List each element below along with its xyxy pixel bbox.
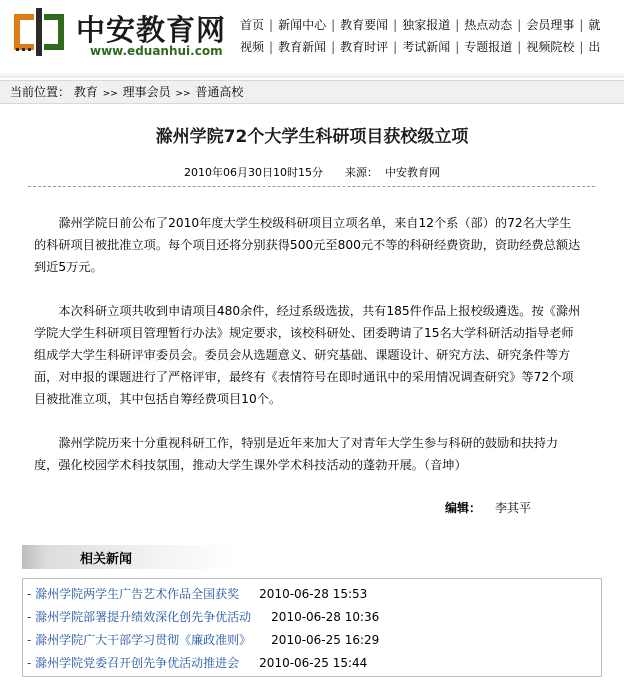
header-divider	[0, 72, 624, 78]
related-news-link[interactable]: - 滁州学院两学生广告艺术作品全国获奖	[27, 587, 240, 601]
list-item	[27, 631, 379, 648]
related-news-header	[22, 545, 242, 569]
nav-separator: |	[455, 40, 460, 54]
logo-text: 中安教育网	[76, 13, 227, 47]
nav-separator: |	[455, 18, 460, 32]
list-item	[27, 585, 367, 602]
article-title: 滁州学院72个大学生科研项目获校级立项	[155, 127, 469, 147]
article-source: 中安教育网	[384, 166, 440, 179]
article-meta	[0, 164, 624, 180]
nav-item-hot-topics[interactable]: 热点动态	[464, 18, 513, 32]
nav-item-abroad[interactable]: 出	[588, 40, 601, 54]
article-paragraph: 本次科研立项共收到申请项目480余件，经过系级选拔，共有185件作品上报校级遴选。按《滁州学院大学生科研项目管理暂行办法》规定要求，该校科研处、团委聘请了15名大学科研活动指导老师组成学大学生科研评审委员会。委员会从选题意义、研究基础、课题设计、研究方法、研究条件等方面，对申报的课题进行了严格评审，最终有《表情符号在即时通讯中的采用情况调查研究》等72个项目被批准立项，其中包括自筹经费项目10个。	[34, 304, 581, 406]
nav-separator: |	[517, 40, 522, 54]
nav-item-home[interactable]: 首页	[240, 18, 265, 32]
related-news-date: 2010-06-25 15:44	[259, 656, 368, 670]
editor-label: 编辑：	[445, 501, 482, 515]
nav-separator: |	[393, 40, 398, 54]
breadcrumb	[0, 80, 624, 104]
article-paragraph: 滁州学院历来十分重视科研工作，特别是近年来加大了对青年大学生参与科研的鼓励和扶持力度，强化校园学术科技氛围，推动大学生课外学术科技活动的蓬勃开展。（音坤）	[34, 436, 559, 472]
nav-separator: |	[269, 40, 274, 54]
nav-separator: |	[393, 18, 398, 32]
nav-separator: |	[269, 18, 274, 32]
related-news-list	[22, 578, 602, 677]
site-header	[0, 0, 624, 72]
article-body	[34, 212, 582, 498]
nav-item-special-reports[interactable]: 专题报道	[464, 40, 513, 54]
breadcrumb-arrow-icon: >>	[102, 89, 118, 99]
nav-separator: |	[331, 40, 336, 54]
nav-item-exam-news[interactable]: 考试新闻	[402, 40, 451, 54]
main-nav-row-2	[240, 38, 624, 55]
breadcrumb-item-education[interactable]: 教育	[73, 85, 98, 99]
nav-item-commentary[interactable]: 教育时评	[340, 40, 389, 54]
article-date: 2010年06月30日10时15分	[184, 166, 323, 179]
nav-item-news-center[interactable]: 新闻中心	[278, 18, 327, 32]
related-news-link[interactable]: - 滁州学院党委召开创先争优活动推进会	[27, 656, 240, 670]
article-editor	[445, 499, 531, 516]
related-news-title: 相关新闻	[80, 552, 133, 567]
related-news-date: 2010-06-28 15:53	[259, 587, 368, 601]
nav-separator: |	[331, 18, 336, 32]
list-item	[27, 608, 379, 625]
nav-item-video-schools[interactable]: 视频院校	[526, 40, 575, 54]
related-news-date: 2010-06-25 16:29	[271, 633, 380, 647]
nav-item-video[interactable]: 视频	[240, 40, 265, 54]
nav-separator: |	[579, 18, 584, 32]
site-logo[interactable]	[14, 6, 229, 64]
breadcrumb-item-universities[interactable]: 普通高校	[195, 85, 244, 99]
title-divider	[28, 186, 595, 187]
editor-name: 李其平	[495, 501, 532, 515]
article-source-label: 来源：	[344, 166, 378, 179]
logo-url: www.eduanhui.com	[90, 44, 223, 58]
nav-separator: |	[517, 18, 522, 32]
logo-mark-icon	[14, 8, 66, 56]
nav-item-edu-news[interactable]: 教育新闻	[278, 40, 327, 54]
related-news-link[interactable]: - 滁州学院部署提升绩效深化创先争优活动	[27, 610, 252, 624]
breadcrumb-label: 当前位置：	[10, 85, 71, 99]
nav-item-employment[interactable]: 就	[588, 18, 601, 32]
nav-item-members[interactable]: 会员理事	[526, 18, 575, 32]
nav-item-edu-headlines[interactable]: 教育要闻	[340, 18, 389, 32]
nav-separator: |	[579, 40, 584, 54]
main-nav-row-1	[240, 16, 624, 33]
breadcrumb-item-members[interactable]: 理事会员	[122, 85, 171, 99]
list-item	[27, 654, 367, 671]
article-paragraph: 滁州学院日前公布了2010年度大学生校级科研项目立项名单，来自12个系（部）的72名大学生的科研项目被批准立项。每个项目还将分别获得500元至800元不等的科研经费资助，资助经费总额达到近5万元。	[34, 216, 581, 274]
related-news-date: 2010-06-28 10:36	[271, 610, 380, 624]
nav-item-exclusive[interactable]: 独家报道	[402, 18, 451, 32]
breadcrumb-arrow-icon: >>	[175, 89, 191, 99]
related-news-link[interactable]: - 滁州学院广大干部学习贯彻《廉政准则》	[27, 633, 252, 647]
